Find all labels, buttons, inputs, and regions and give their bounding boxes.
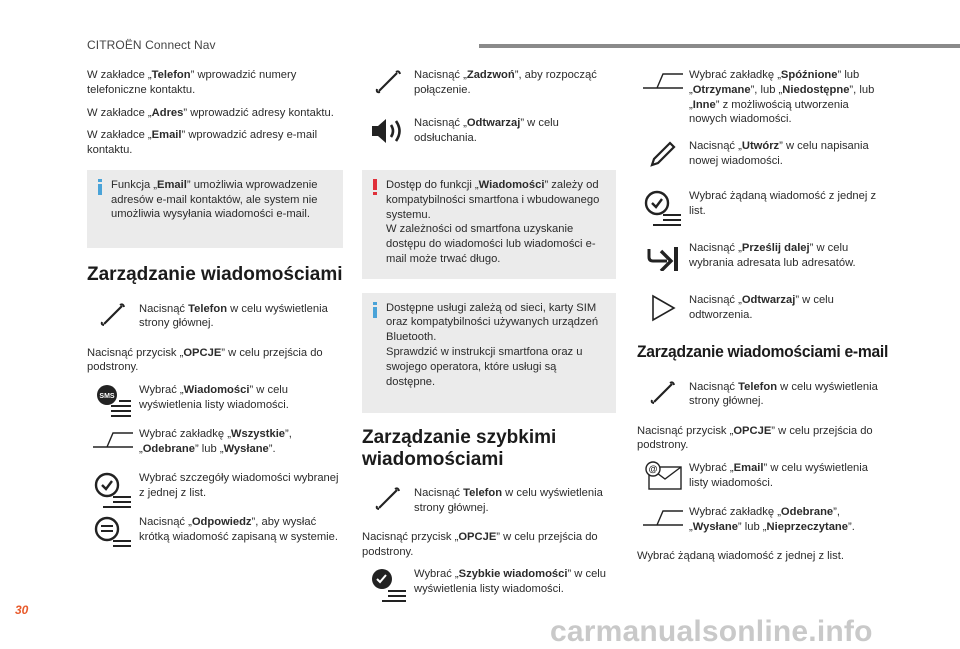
step-create: Nacisnąć „Utwórz” w celu napisania nowej wiadomości. <box>637 139 887 173</box>
header-title: CITROËN Connect Nav <box>87 38 216 52</box>
play-icon <box>637 293 689 327</box>
paragraph-options-3: Nacisnąć przycisk „OPCJE” w celu przejścia do podstrony. <box>637 424 873 452</box>
info-note-services: Dostępne usługi zależą od sieci, karty SIM oraz kompatybilności używanych urządzeń Bluetooth. Sprawdzić w instrukcji smartfona oraz u swojego operatora, które usługi są dostępne. <box>362 293 616 414</box>
step-reply: Nacisnąć „Odpowiedz”, aby wysłać krótką wiadomość zapisaną w systemie. <box>87 515 343 549</box>
step-listen: Nacisnąć „Odtwarzaj” w celu odsłuchania. <box>362 116 616 150</box>
warning-marker-icon <box>370 179 382 195</box>
header-bar <box>479 44 960 48</box>
speaker-icon <box>362 116 414 150</box>
column-2 <box>362 68 616 611</box>
step-phone-3: Nacisnąć Telefon w celu wyświetlenia strony głównej. <box>637 380 887 414</box>
phone-handset-icon <box>637 380 689 414</box>
paragraph-address-tab: W zakładce „Adres” wprowadzić adresy kontaktu. <box>87 106 334 119</box>
phone-handset-icon <box>87 302 139 336</box>
step-quick-tabs: Wybrać zakładkę „Spóźnione” lub „Otrzymane”, lub „Niedostępne”, lub „Inne” z możliwością utworzenia nowych wiadomości. <box>637 68 887 127</box>
step-play: Nacisnąć „Odtwarzaj” w celu odtworzenia. <box>637 293 887 327</box>
step-email-tabs: Wybrać zakładkę „Odebrane”, „Wysłane” lub „Nieprzeczytane”. <box>637 505 887 539</box>
step-email: @ Wybrać „Email” w celu wyświetlenia listy wiadomości. <box>637 461 887 495</box>
sms-list-icon <box>87 383 139 417</box>
pencil-icon <box>637 139 689 173</box>
forward-icon <box>637 241 689 275</box>
info-marker-icon <box>370 302 382 318</box>
page-number: 30 <box>15 603 29 617</box>
paragraph-email-tab: W zakładce „Email” wprowadzić adresy e-mail kontaktu. <box>87 129 318 157</box>
message-detail-icon <box>87 471 139 505</box>
step-call: Nacisnąć „Zadzwoń”, aby rozpocząć połączenie. <box>362 68 616 102</box>
svg-text:SMS: SMS <box>99 393 115 401</box>
paragraph-phone-tab: W zakładce „Telefon” wprowadzić numery telefoniczne kontaktu. <box>87 69 297 96</box>
phone-handset-icon <box>362 486 414 520</box>
tabs-icon <box>637 68 689 102</box>
step-message-detail: Wybrać szczegóły wiadomości wybranej z jednej z list. <box>87 471 343 505</box>
paragraph-options: Nacisnąć przycisk „OPCJE” w celu przejścia do podstrony. <box>87 346 323 374</box>
warning-note-messages: Dostęp do funkcji „Wiadomości” zależy od kompatybilności smartfona i wbudowanego systemu. W zależności od smartfona uzyskanie dostępu do wiadomości lub wiadomości e-mail może trwać długo. <box>362 170 616 279</box>
call-icon <box>362 68 414 102</box>
tabs-icon <box>637 505 689 539</box>
column-1 <box>87 68 343 559</box>
info-marker-icon <box>95 179 107 195</box>
heading-message-management: Zarządzanie wiadomościami <box>87 264 343 286</box>
step-phone: Nacisnąć Telefon w celu wyświetlenia strony głównej. <box>87 302 343 336</box>
email-list-icon <box>637 461 689 495</box>
paragraph-select-email: Wybrać żądaną wiadomość z jednej z list. <box>637 550 844 563</box>
watermark: carmanualsonline.info <box>550 615 873 648</box>
heading-quick-messages: Zarządzanie szybkimi wiadomościami <box>362 427 557 470</box>
column-3 <box>637 68 887 572</box>
step-tabs: Wybrać zakładkę „Wszystkie”, „Odebrane” lub „Wysłane”. <box>87 427 343 461</box>
reply-icon <box>87 515 139 549</box>
step-phone-2: Nacisnąć Telefon w celu wyświetlenia strony głównej. <box>362 486 616 520</box>
step-select-message: Wybrać żądaną wiadomość z jednej z list. <box>637 189 887 223</box>
heading-email-management: Zarządzanie wiadomościami e-mail <box>637 342 889 362</box>
svg-text:@: @ <box>648 464 658 475</box>
paragraph-options-2: Nacisnąć przycisk „OPCJE” w celu przejścia do podstrony. <box>362 530 598 558</box>
step-quick-messages: Wybrać „Szybkie wiadomości” w celu wyświetlenia listy wiadomości. <box>362 567 616 601</box>
tabs-icon <box>87 427 139 461</box>
step-messages: SMS Wybrać „Wiadomości” w celu wyświetlenia listy wiadomości. <box>87 383 343 417</box>
message-detail-icon <box>637 189 689 223</box>
quick-message-list-icon <box>362 567 414 601</box>
step-forward: Nacisnąć „Prześlij dalej” w celu wybrania adresata lub adresatów. <box>637 241 887 275</box>
info-note-email: Funkcja „Email” umożliwia wprowadzenie adresów e-mail kontaktów, ale system nie umożliwia wysyłania wiadomości e-mail. <box>87 170 343 248</box>
